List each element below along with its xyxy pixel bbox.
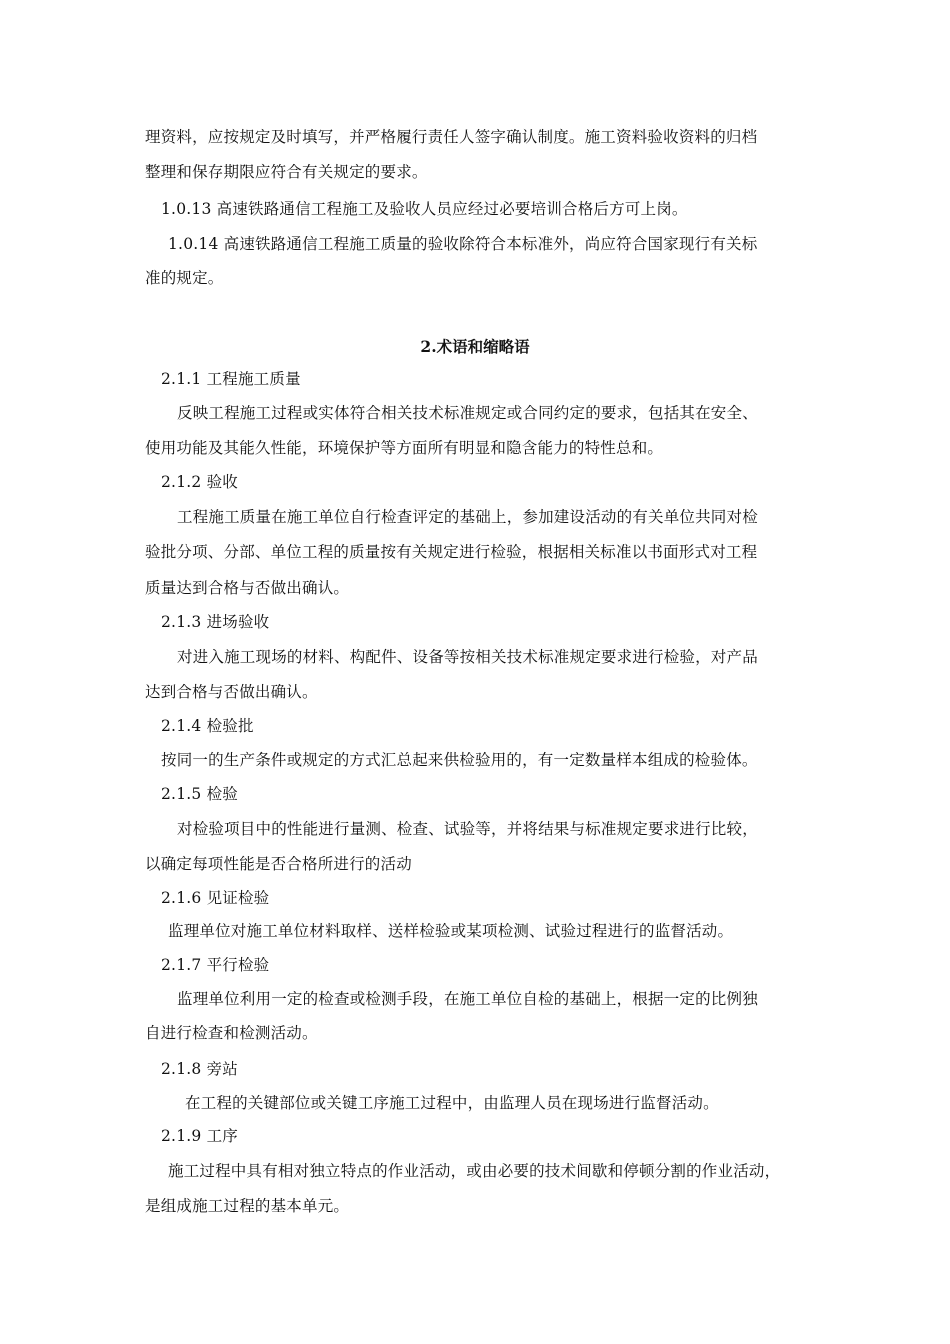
term-2-1-4-title: 2.1.4 检验批 (161, 717, 254, 735)
term-2-1-1-line-1: 反映工程施工过程或实体符合相关技术标准规定或合同约定的要求，包括其在安全、 (177, 404, 758, 422)
term-2-1-3-title: 2.1.3 进场验收 (161, 613, 270, 631)
para-1-0-12-line-1: 理资料，应按规定及时填写，并严格履行责任人签字确认制度。施工资料验收资料的归档 (145, 128, 758, 146)
section-heading: 2.术语和缩略语 (420, 337, 530, 356)
term-2-1-1-title: 2.1.1 工程施工质量 (161, 370, 301, 388)
term-2-1-2-line-3: 质量达到合格与否做出确认。 (145, 579, 350, 597)
para-1-0-14-line-1: 1.0.14 高速铁路通信工程施工质量的验收除符合本标准外，尚应符合国家现行有关标 (168, 235, 758, 253)
para-1-0-13: 1.0.13 高速铁路通信工程施工及验收人员应经过必要培训合格后方可上岗。 (161, 200, 688, 218)
term-2-1-7-title: 2.1.7 平行检验 (161, 956, 270, 974)
term-2-1-7-line-1: 监理单位利用一定的检查或检测手段，在施工单位自检的基础上，根据一定的比例独 (177, 990, 758, 1008)
term-2-1-5-line-1: 对检验项目中的性能进行量测、检查、试验等，并将结果与标准规定要求进行比较， (177, 820, 758, 838)
term-2-1-5-title: 2.1.5 检验 (161, 785, 238, 803)
term-2-1-8-line-1: 在工程的关键部位或关键工序施工过程中，由监理人员在现场进行监督活动。 (185, 1094, 719, 1112)
term-2-1-9-line-1: 施工过程中具有相对独立特点的作业活动，或由必要的技术间歇和停顿分割的作业活动， (168, 1162, 781, 1180)
term-2-1-9-title: 2.1.9 工序 (161, 1127, 238, 1145)
term-2-1-5-line-2: 以确定每项性能是否合格所进行的活动 (145, 855, 412, 873)
term-2-1-7-line-2: 自进行检查和检测活动。 (145, 1024, 318, 1042)
term-2-1-9-line-2: 是组成施工过程的基本单元。 (145, 1197, 350, 1215)
term-2-1-6-title: 2.1.6 见证检验 (161, 889, 270, 907)
term-2-1-8-title: 2.1.8 旁站 (161, 1060, 238, 1078)
term-2-1-3-line-2: 达到合格与否做出确认。 (145, 683, 318, 701)
para-1-0-12-line-2: 整理和保存期限应符合有关规定的要求。 (145, 163, 428, 181)
term-2-1-6-line-1: 监理单位对施工单位材料取样、送样检验或某项检测、试验过程进行的监督活动。 (168, 922, 734, 940)
term-2-1-3-line-1: 对进入施工现场的材料、构配件、设备等按相关技术标准规定要求进行检验，对产品 (177, 648, 758, 666)
term-2-1-2-line-1: 工程施工质量在施工单位自行检查评定的基础上，参加建设活动的有关单位共同对检 (177, 508, 758, 526)
term-2-1-2-line-2: 验批分项、分部、单位工程的质量按有关规定进行检验，根据相关标准以书面形式对工程 (145, 543, 758, 561)
term-2-1-4-line-1: 按同一的生产条件或规定的方式汇总起来供检验用的，有一定数量样本组成的检验体。 (161, 751, 758, 769)
para-1-0-14-line-2: 准的规定。 (145, 269, 224, 287)
term-2-1-2-title: 2.1.2 验收 (161, 473, 238, 491)
term-2-1-1-line-2: 使用功能及其能久性能，环境保护等方面所有明显和隐含能力的特性总和。 (145, 439, 664, 457)
